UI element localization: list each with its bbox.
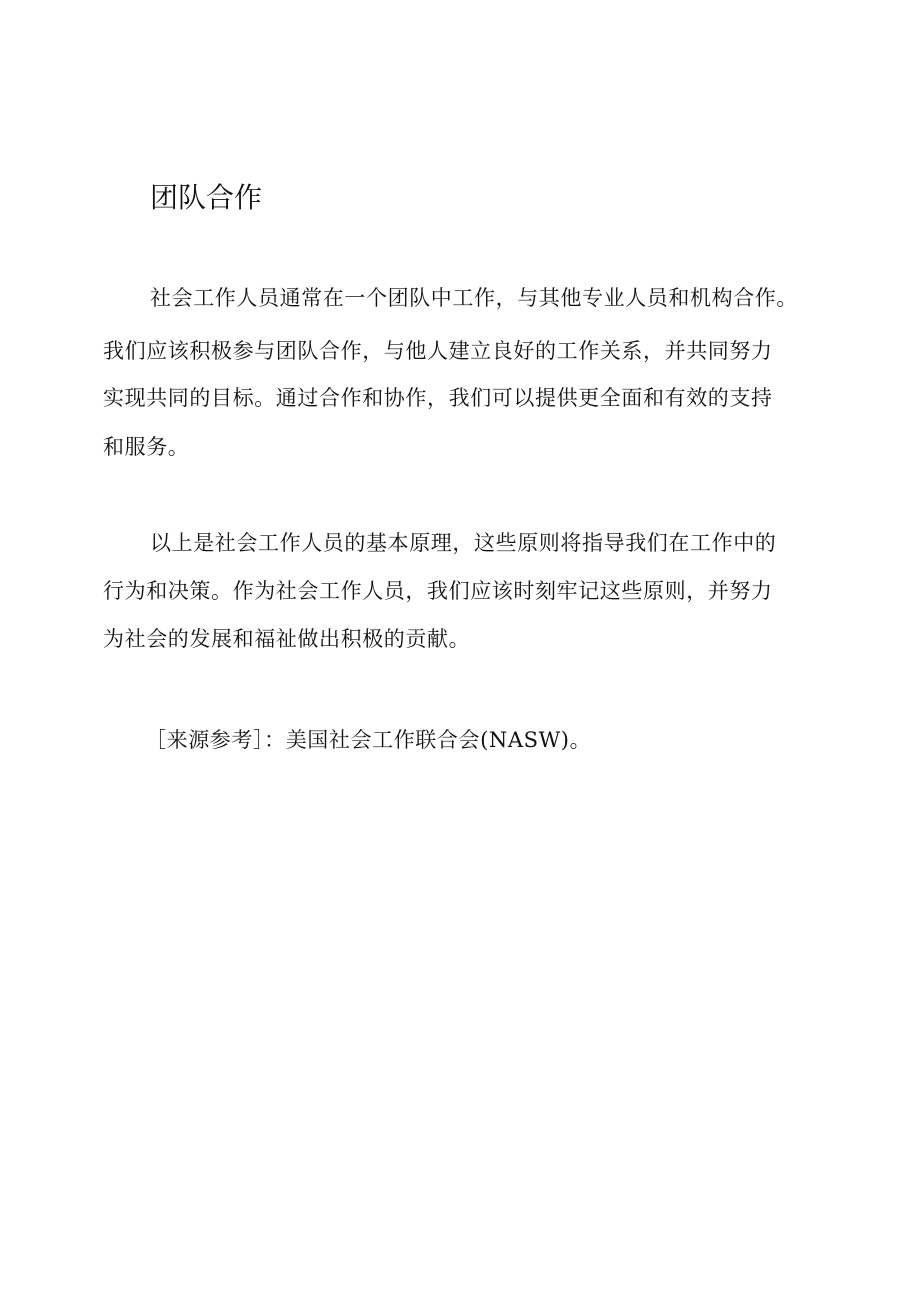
paragraph-line: 行为和决策。作为社会工作人员，我们应该时刻牢记这些原则，并努力 (103, 579, 773, 603)
paragraph-line: 以上是社会工作人员的基本原理，这些原则将指导我们在工作中的 (150, 531, 777, 555)
paragraph-line: 为社会的发展和福祉做出积极的贡献。 (103, 627, 471, 651)
paragraph-line: 社会工作人员通常在一个团队中工作，与其他专业人员和机构合作。 (150, 286, 798, 310)
paragraph-line: 我们应该积极参与团队合作，与他人建立良好的工作关系，并共同努力 (103, 339, 773, 363)
section-heading: 团队合作 (150, 181, 263, 214)
paragraph-line: 和服务。 (103, 435, 190, 459)
paragraph-line: 实现共同的目标。通过合作和协作，我们可以提供更全面和有效的支持 (103, 386, 773, 410)
source-reference: ［来源参考］：美国社会工作联合会(NASW)。 (145, 728, 592, 752)
